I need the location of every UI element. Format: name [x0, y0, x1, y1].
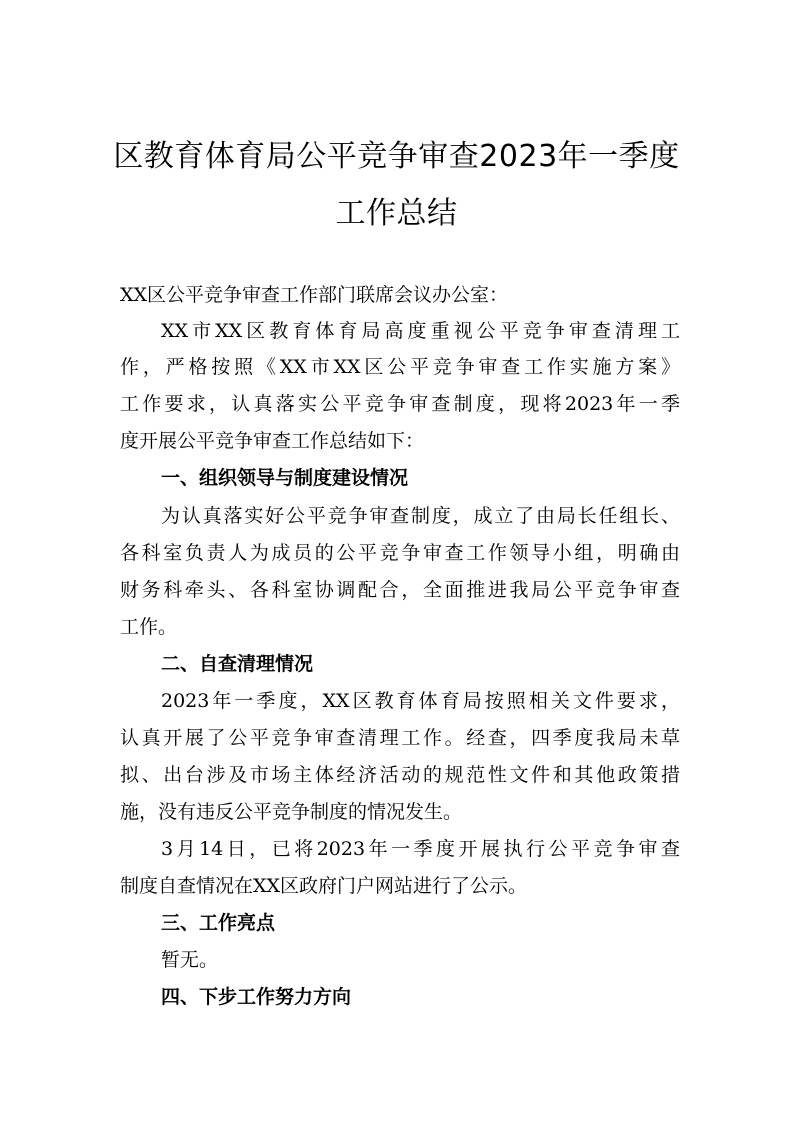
- section-1-line-4: 工作。: [120, 616, 178, 638]
- section-2-para-2-line-1: 3月14日，已将2023年一季度开展执行公平竞争审查: [161, 838, 680, 860]
- section-2-heading: 二、自查清理情况: [161, 653, 314, 675]
- intro-line-4: 度开展公平竞争审查工作总结如下：: [120, 430, 425, 452]
- section-1-heading: 一、组织领导与制度建设情况: [161, 467, 409, 489]
- document-title-line-1: 区教育体育局公平竞争审查2023年一季度: [113, 139, 680, 174]
- section-2-para-2-line-2: 制度自查情况在XX区政府门户网站进行了公示。: [120, 875, 528, 897]
- section-3-heading: 三、工作亮点: [161, 912, 276, 934]
- section-1-line-3: 财务科牵头、各科室协调配合，全面推进我局公平竞争审查: [120, 579, 680, 601]
- section-1-line-1: 为认真落实好公平竞争审查制度，成立了由局长任组长、: [161, 505, 680, 527]
- section-2-para-1-line-2: 认真开展了公平竞争审查清理工作。经查，四季度我局未草: [120, 727, 680, 749]
- section-1-line-2: 各科室负责人为成员的公平竞争审查工作领导小组，明确由: [120, 542, 680, 564]
- section-2-para-1-line-3: 拟、出台涉及市场主体经济活动的规范性文件和其他政策措: [120, 764, 680, 786]
- intro-line-1: XX市XX区教育体育局高度重视公平竞争审查清理工: [161, 320, 680, 342]
- section-3-text: 暂无。: [161, 949, 219, 971]
- intro-line-3: 工作要求，认真落实公平竞争审查制度，现将2023年一季: [120, 393, 680, 415]
- document-title-line-2: 工作总结: [335, 196, 458, 231]
- salutation: XX区公平竞争审查工作部门联席会议办公室：: [120, 284, 509, 306]
- section-4-heading: 四、下步工作努力方向: [161, 986, 352, 1008]
- section-2-para-1-line-1: 2023年一季度，XX区教育体育局按照相关文件要求，: [161, 690, 680, 712]
- intro-line-2: 作，严格按照《XX市XX区公平竞争审查工作实施方案》: [120, 356, 680, 378]
- section-2-para-1-line-4: 施，没有违反公平竞争制度的情况发生。: [120, 801, 463, 823]
